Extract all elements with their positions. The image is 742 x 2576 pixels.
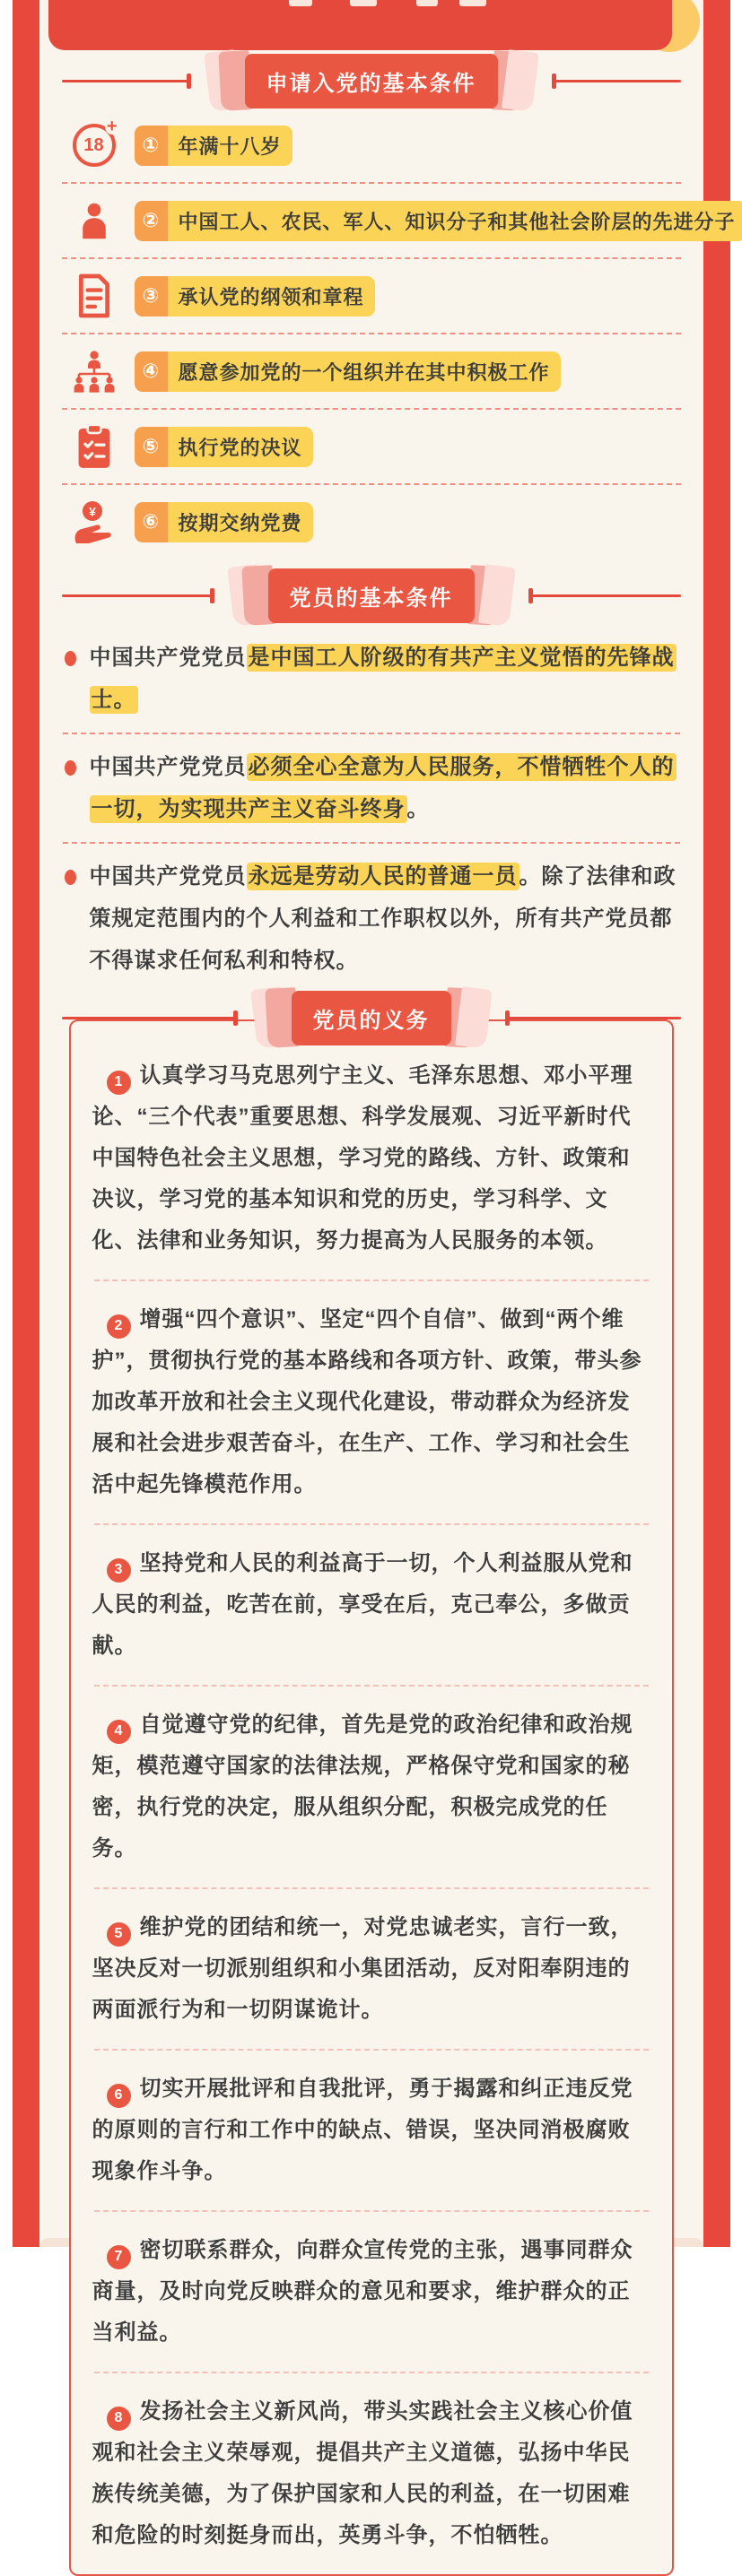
hand-coin-icon xyxy=(66,499,122,544)
condition-highlight: 是中国工人阶级的有共产主义觉悟的先锋战士。 xyxy=(90,644,677,714)
duty-text: 自觉遵守党的纪律，首先是党的政治纪律和政治规矩，模范遵守国家的法律法规，严格保守党和国家的秘密，执行党的决定，服从组织分配，积极完成党的任务。 xyxy=(92,1713,633,1860)
dashed-divider xyxy=(62,333,681,334)
cropped-title-fragment xyxy=(416,0,438,6)
section-title: 党员的义务 xyxy=(292,991,451,1045)
book-decoration xyxy=(205,48,537,113)
bullet-dot-icon xyxy=(65,760,76,776)
condition-prefix: 中国共产党党员 xyxy=(90,646,247,670)
requirement-text: 中国工人、农民、军人、知识分子和其他社会阶层的先进分子 xyxy=(168,201,742,241)
condition-item xyxy=(63,637,680,721)
document-icon xyxy=(66,273,122,318)
requirement-text: 年满十八岁 xyxy=(168,126,292,166)
requirement-pill xyxy=(135,201,742,241)
item-number-badge: ① xyxy=(135,126,168,166)
clipboard-checklist-icon xyxy=(66,423,122,470)
condition-suffix: 。除了法律和政策规定范围内的个人利益和工作职权以外，所有共产党员都不得谋求任何私利和特权。 xyxy=(90,864,677,973)
duty-number-badge: 6 xyxy=(107,2084,131,2108)
banner-bar xyxy=(48,0,672,50)
condition-item xyxy=(63,855,680,982)
duty-number-badge: 4 xyxy=(107,1720,131,1744)
content-panel xyxy=(39,0,703,2247)
book-decoration xyxy=(252,985,491,1050)
section-title: 申请入党的基本条件 xyxy=(245,54,498,108)
dashed-divider xyxy=(62,483,681,485)
age-18-plus-icon: 18 + xyxy=(66,124,122,167)
duty-text: 认真学习马克思列宁主义、毛泽东思想、邓小平理论、“三个代表”重要思想、科学发展观、习近平新时代中国特色社会主义思想，学习党的路线、方针、政策和决议，学习党的基本知识和党的历史，学习科学、文化、法律和业务知识，努力提高为人民服务的本领。 xyxy=(92,1063,633,1253)
cropped-title-fragment xyxy=(459,0,486,6)
requirement-text: 按期交纳党费 xyxy=(168,502,313,542)
requirement-item xyxy=(39,493,703,551)
section-header-apply-conditions xyxy=(39,52,703,109)
poster-page xyxy=(13,0,730,2247)
requirement-pill xyxy=(135,427,313,467)
duty-item xyxy=(92,1055,650,1262)
condition-prefix: 中国共产党党员 xyxy=(90,755,247,779)
dashed-divider xyxy=(63,733,680,734)
dashed-divider xyxy=(62,257,681,259)
duty-text: 切实开展批评和自我批评，勇于揭露和纠正违反党的原则的言行和工作中的缺点、错误，坚决同消极腐败现象作斗争。 xyxy=(92,2077,633,2183)
section-header-member-duties xyxy=(39,989,703,1046)
duty-item xyxy=(92,1704,650,1869)
dashed-divider xyxy=(63,842,680,844)
bullet-dot-icon xyxy=(65,870,76,885)
condition-prefix: 中国共产党党员 xyxy=(90,864,247,889)
duty-number-badge: 7 xyxy=(107,2245,131,2269)
requirement-item xyxy=(39,343,703,400)
dashed-divider xyxy=(94,2049,649,2051)
duty-item xyxy=(92,2391,650,2556)
divider-line xyxy=(505,1017,681,1019)
dashed-divider xyxy=(62,408,681,410)
duty-number-badge: 2 xyxy=(107,1314,131,1339)
condition-suffix: 。 xyxy=(407,797,430,821)
item-number-badge: ② xyxy=(135,201,168,241)
dashed-divider xyxy=(94,1279,649,1281)
section-title: 党员的基本条件 xyxy=(268,568,475,623)
dashed-divider xyxy=(62,182,681,184)
duty-text: 维护党的团结和统一，对党忠诚老实，言行一致，坚决反对一切派别组织和小集团活动，反对阳奉阴违的两面派行为和一切阴谋诡计。 xyxy=(92,1915,633,2022)
duty-item xyxy=(92,1907,650,2031)
requirement-item xyxy=(39,117,703,174)
cropped-title-fragment xyxy=(289,0,312,6)
requirement-pill xyxy=(135,502,313,542)
dashed-divider xyxy=(94,1887,649,1889)
requirement-pill xyxy=(135,351,561,392)
requirement-text: 承认党的纲领和章程 xyxy=(168,276,375,317)
divider-line xyxy=(62,1017,238,1019)
bullet-dot-icon xyxy=(65,651,76,666)
requirement-text: 愿意参加党的一个组织并在其中积极工作 xyxy=(168,351,561,392)
section-header-member-conditions xyxy=(39,567,703,624)
cropped-title-fragment xyxy=(350,0,377,6)
duty-text: 坚持党和人民的利益高于一切，个人利益服从党和人民的利益，吃苦在前，享受在后，克己奉公，多做贡献。 xyxy=(92,1551,633,1658)
organization-chart-icon xyxy=(66,350,122,393)
duty-text: 发扬社会主义新风尚，带头实践社会主义核心价值观和社会主义荣辱观，提倡共产主义道德，弘扬中华民族传统美德，为了保护国家和人民的利益，在一切困难和危险的时刻挺身而出，英勇斗争，不怕牺牲。 xyxy=(92,2399,633,2547)
requirement-pill xyxy=(135,276,375,317)
divider-line xyxy=(62,80,191,82)
duty-number-badge: 5 xyxy=(107,1922,131,1947)
requirement-item xyxy=(39,418,703,475)
condition-highlight: 永远是劳动人民的普通一员 xyxy=(247,863,519,890)
duty-number-badge: 3 xyxy=(107,1558,131,1583)
item-number-badge: ⑥ xyxy=(135,502,168,542)
divider-line xyxy=(528,594,681,597)
duty-text: 增强“四个意识”、坚定“四个自信”、做到“两个维护”，贯彻执行党的基本路线和各项方针、政策，带头参加改革开放和社会主义现代化建设，带动群众为经济发展和社会进步艰苦奋斗，在生产、工作、学习和社会生活中起先锋模范作用。 xyxy=(92,1307,642,1496)
dashed-divider xyxy=(94,1685,649,1687)
item-number-badge: ④ xyxy=(135,351,168,392)
book-decoration xyxy=(229,563,514,628)
divider-line xyxy=(62,594,214,597)
condition-item xyxy=(63,746,680,830)
apply-conditions-list xyxy=(39,117,703,551)
top-banner xyxy=(39,0,703,52)
condition-highlight: 必须全心全意为人民服务，不惜牺牲个人的一切，为实现共产主义奋斗终身 xyxy=(90,753,677,823)
requirement-pill xyxy=(135,126,292,166)
dashed-divider xyxy=(94,2210,649,2212)
divider-line xyxy=(552,80,681,82)
item-number-badge: ⑤ xyxy=(135,427,168,467)
duty-item xyxy=(92,1543,650,1667)
duty-item xyxy=(92,2230,650,2354)
requirement-item xyxy=(39,267,703,325)
requirement-text: 执行党的决议 xyxy=(168,427,313,467)
svg-text:¥: ¥ xyxy=(89,505,96,519)
person-icon xyxy=(66,200,122,241)
dashed-divider xyxy=(94,2372,649,2373)
duty-item xyxy=(92,2069,650,2192)
member-conditions-list xyxy=(39,637,703,982)
duties-box xyxy=(69,1019,674,2576)
item-number-badge: ③ xyxy=(135,276,168,317)
duty-number-badge: 8 xyxy=(107,2407,131,2431)
requirement-item xyxy=(39,192,703,249)
duty-item xyxy=(92,1299,650,1505)
duty-number-badge: 1 xyxy=(107,1071,131,1095)
duty-text: 密切联系群众，向群众宣传党的主张，遇事同群众商量，及时向党反映群众的意见和要求，维护群众的正当利益。 xyxy=(92,2238,633,2345)
dashed-divider xyxy=(94,1523,649,1525)
